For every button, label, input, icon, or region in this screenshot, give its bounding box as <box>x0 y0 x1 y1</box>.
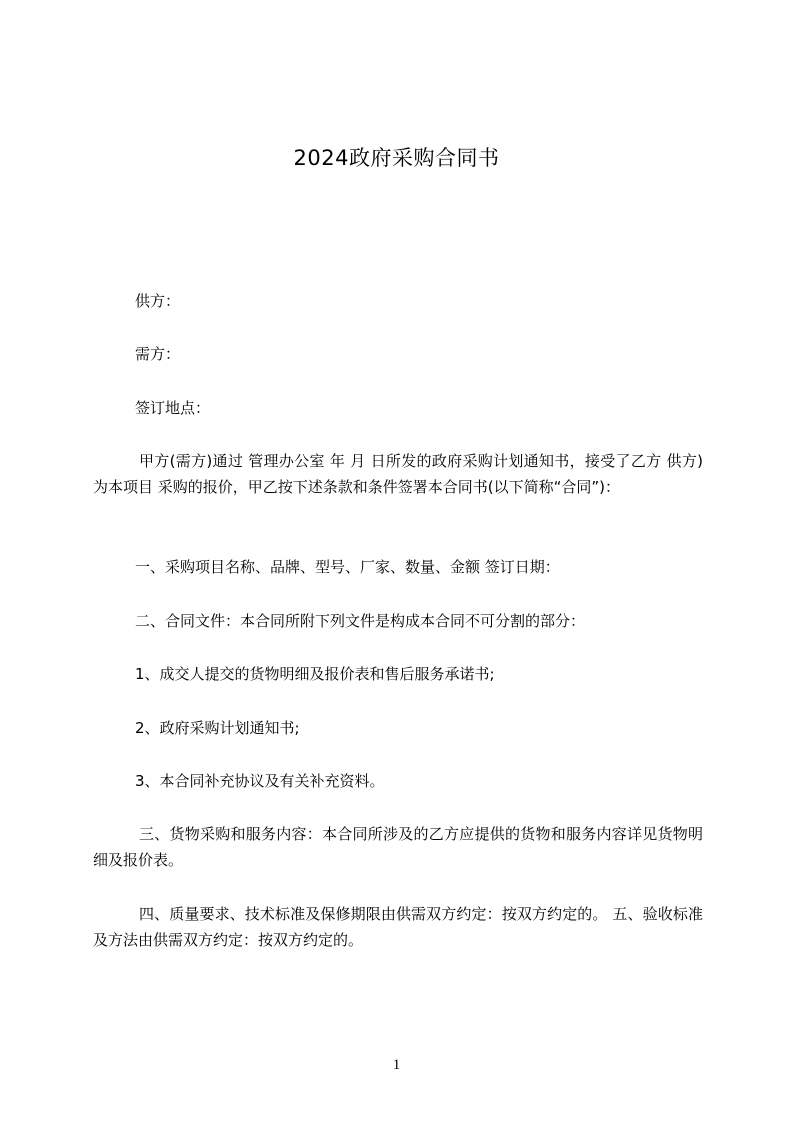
clause-1: 一、采购项目名称、品牌、型号、厂家、数量、金额 签订日期： <box>135 558 560 576</box>
clause-3: 三、货物采购和服务内容：本合同所涉及的乙方应提供的货物和服务内容详见货物明细及报价表。 <box>93 825 703 869</box>
clause-2-item-3: 3、本合同补充协议及有关补充资料。 <box>135 772 385 790</box>
page-number: 1 <box>392 1057 401 1073</box>
supplier-line: 供方： <box>135 292 181 310</box>
clause-2-item-1: 1、成交人提交的货物明细及报价表和售后服务承诺书; <box>135 665 495 683</box>
buyer-line: 需方： <box>135 345 181 363</box>
signing-location-line: 签订地点： <box>135 399 211 417</box>
page-title: 2024政府采购合同书 <box>293 146 500 170</box>
intro-paragraph: 甲方(需方)通过 管理办公室 年 月 日所发的政府采购计划通知书，接受了乙方 供方)为本项目 采购的报价，甲乙按下述条款和条件签署本合同书(以下简称“合同”)： <box>93 452 703 496</box>
clause-4-5: 四、质量要求、技术标准及保修期限由供需双方约定：按双方约定的。 五、验收标准及方法由供需双方约定：按双方约定的。 <box>93 905 703 949</box>
clause-2: 二、合同文件：本合同所附下列文件是构成本合同不可分割的部分： <box>135 612 586 630</box>
clause-2-item-2: 2、政府采购计划通知书; <box>135 719 300 737</box>
